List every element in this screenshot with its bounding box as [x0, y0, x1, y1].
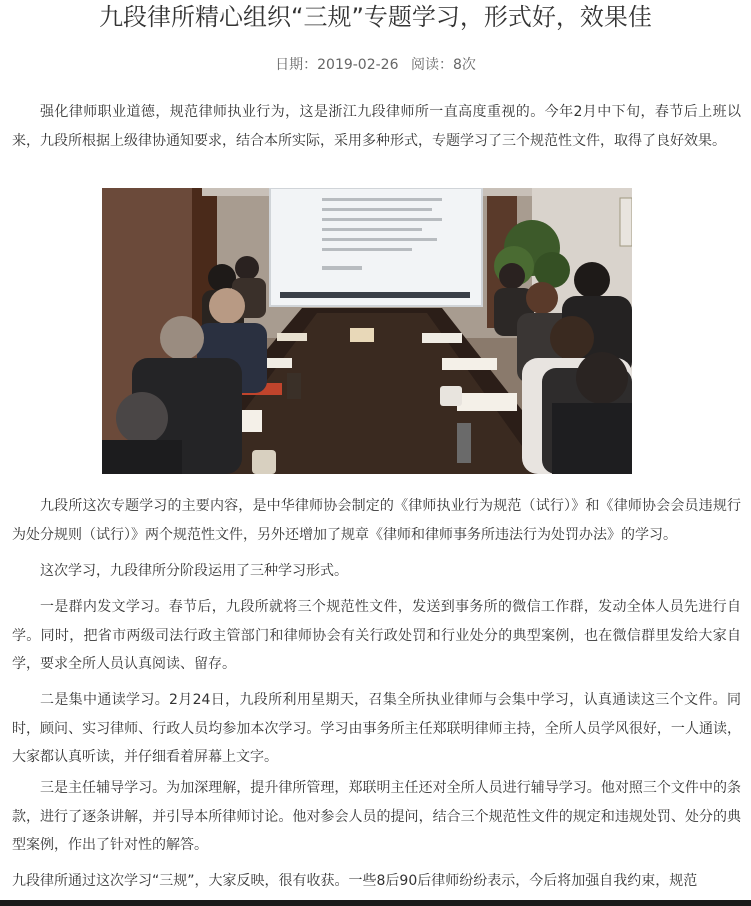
read-count: 阅读：8次 [410, 57, 476, 73]
article-meta [0, 56, 751, 74]
article-title: 九段律所精心组织“三规”专题学习，形式好，效果佳 [99, 3, 652, 31]
publish-date: 日期：2019-02-26 [275, 57, 399, 73]
paragraph-form-one: 一是群内发文学习。春节后，九段所就将三个规范性文件，发送到事务所的微信工作群，发动全体人员先进行自学。同时，把省市两级司法行政主管部门和律师协会有关行政处罚和行业处分的典型案例，也在微信群里发给大家自学，要求全所人员认真阅读、留存。 [12, 599, 741, 672]
meeting-photo-illustration [102, 188, 632, 474]
bottom-bar [0, 900, 751, 906]
meeting-photo [102, 188, 632, 474]
paragraph-form-three: 三是主任辅导学习。为加深理解，提升律所管理，郑联明主任还对全所人员进行辅导学习。他对照三个文件中的条款，进行了逐条讲解，并引导本所律师讨论。他对参会人员的提问，结合三个规范性文件的规定和违规处罚、处分的典型案例，作出了针对性的解答。 [12, 780, 741, 853]
paragraph-form-two: 二是集中通读学习。2月24日，九段所利用星期天，召集全所执业律师与会集中学习，认真通读这三个文件。同时，顾问、实习律师、行政人员均参加本次学习。学习由事务所主任郑联明律师主持，全所人员学风很好，一人通读，大家都认真听读，并仔细看着屏幕上文字。 [12, 692, 741, 765]
paragraph-forms: 这次学习，九段律所分阶段运用了三种学习形式。 [40, 563, 348, 579]
paragraph-conclusion: 九段律所通过这次学习“三规”，大家反映，很有收获。一些8后90后律师纷纷表示，今后将加强自我约束，规范 [12, 873, 698, 889]
paragraph-intro: 强化律师职业道德，规范律师执业行为，这是浙江九段律师所一直高度重视的。今年2月中下旬，春节后上班以来，九段所根据上级律协通知要求，结合本所实际，采用多种形式，专题学习了三个规范性文件，取得了良好效果。 [12, 104, 741, 149]
paragraph-content: 九段所这次专题学习的主要内容，是中华律师协会制定的《律师执业行为规范（试行）》和《律师协会会员违规行为处分规则（试行）》两个规范性文件，另外还增加了规章《律师和律师事务所违法行为处罚办法》的学习。 [12, 498, 741, 543]
